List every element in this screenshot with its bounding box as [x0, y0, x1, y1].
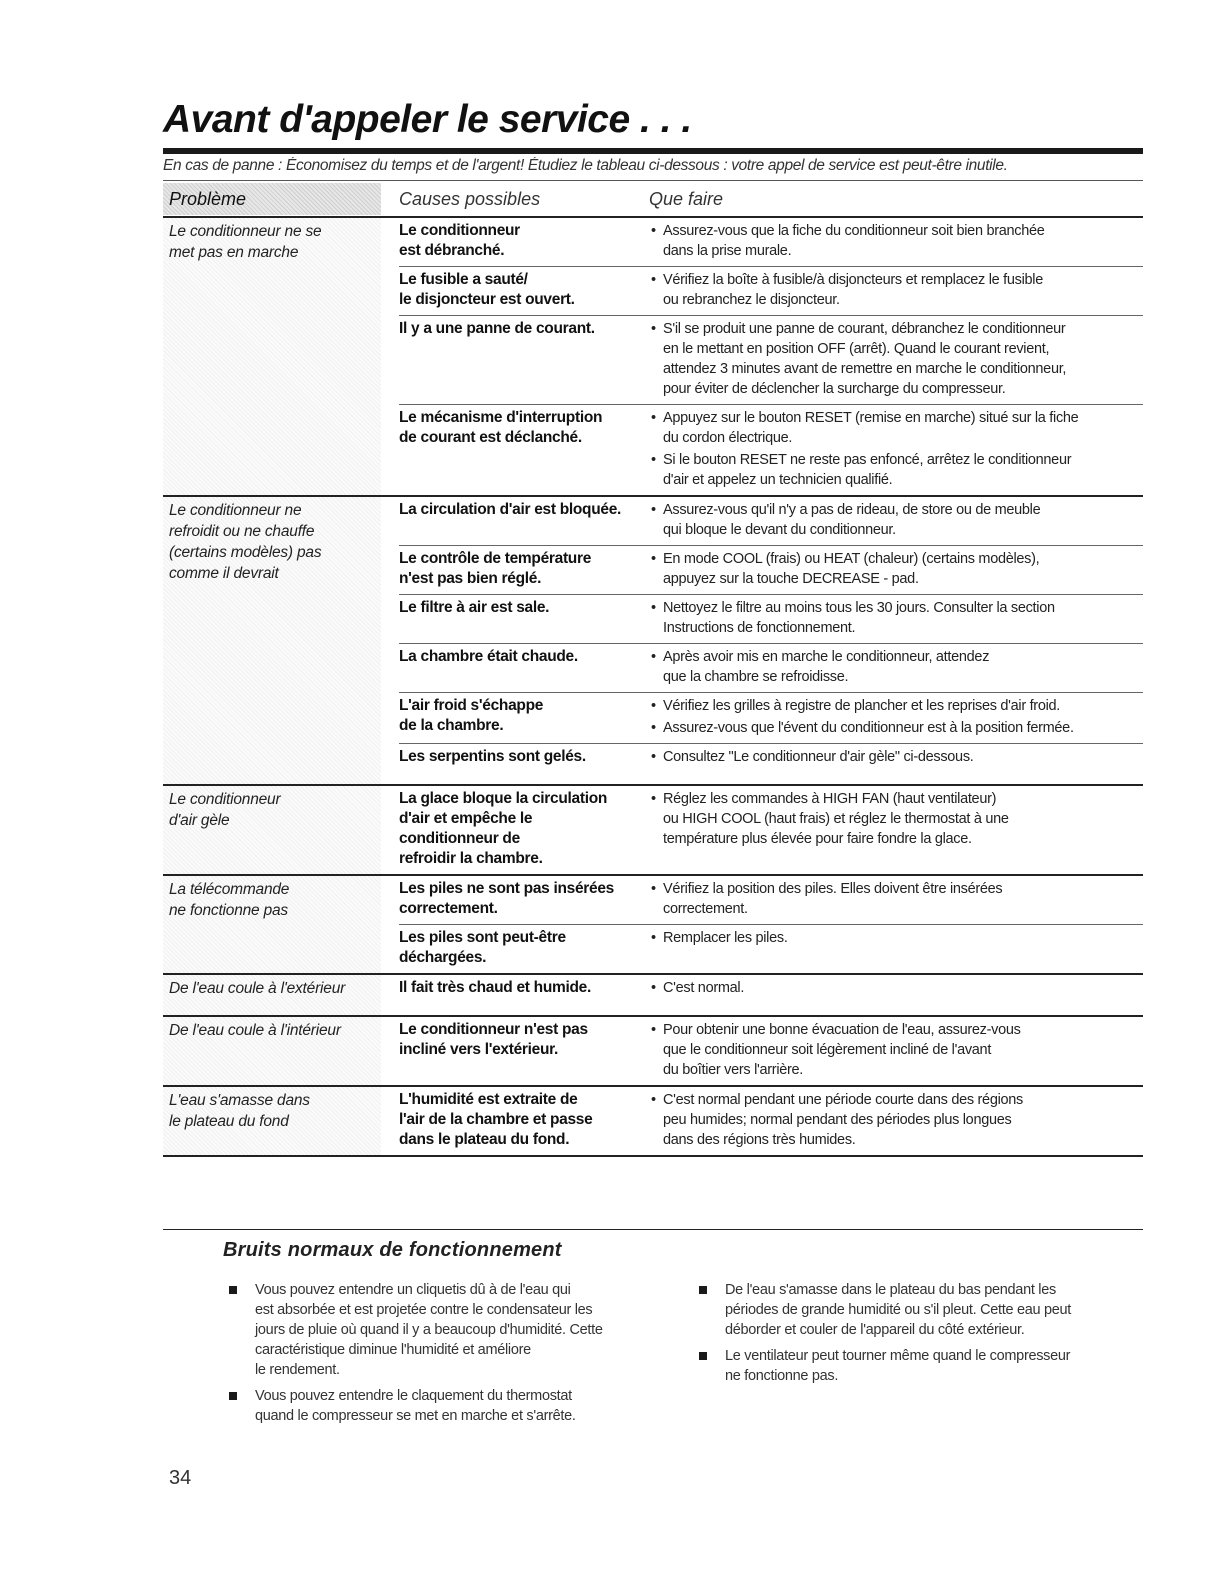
square-bullet-icon — [699, 1352, 707, 1360]
problem-cell — [163, 1017, 381, 1085]
cause-rows — [399, 1017, 1143, 1085]
table-row — [399, 644, 1143, 693]
noise-bullet — [699, 1280, 1119, 1340]
square-bullet-icon — [229, 1286, 237, 1294]
cause-text: Le filtre à air est sale. — [399, 599, 550, 616]
problem-group — [163, 786, 1143, 876]
header-problem: Problème — [163, 183, 381, 215]
problem-text: De l'eau coule à l'intérieur — [169, 1022, 341, 1039]
fix-list — [649, 789, 1143, 869]
noise-text: Vous pouvez entendre le claquement du thermostat quand le compresseur se met en marche et s'arrête. — [255, 1388, 576, 1424]
table-row — [399, 925, 1143, 973]
problem-text: Le conditionneur d'air gèle — [169, 791, 281, 829]
fix-list — [649, 1020, 1143, 1080]
cause-text: Les serpentins sont gelés. — [399, 748, 586, 765]
cause-text: La chambre était chaude. — [399, 648, 578, 665]
fix-item: • Si le bouton RESET ne reste pas enfoncé, arrêtez le conditionneur d'air et appelez un technicien qualifié. — [649, 450, 1143, 490]
fix-list — [649, 500, 1143, 540]
problem-cell — [163, 876, 381, 973]
cause-text: La glace bloque la circulation d'air et empêche le conditionneur de refroidir la chambre. — [399, 790, 608, 867]
page-subtitle: En cas de panne : Économisez du temps et de l'argent! Étudiez le tableau ci-dessous : votre appel de service est peut-être inutile. — [163, 157, 1008, 174]
cause-text: Les piles ne sont pas insérées correctement. — [399, 880, 614, 917]
cause-text: Les piles sont peut-être déchargées. — [399, 929, 566, 966]
cause-text: L'air froid s'échappe de la chambre. — [399, 697, 544, 734]
fix-item: • Nettoyez le filtre au moins tous les 30 jours. Consulter la section Instructions de fonctionnement. — [649, 598, 1143, 638]
fix-list — [649, 978, 1143, 1010]
table-row — [399, 876, 1143, 925]
noises-right-column — [699, 1280, 1119, 1392]
fix-item: • Assurez-vous qu'il n'y a pas de rideau, de store ou de meuble qui bloque le devant du conditionneur. — [649, 500, 1143, 540]
fix-list — [649, 747, 1143, 779]
problem-cell — [163, 497, 381, 784]
table-row — [399, 786, 1143, 874]
fix-item: • C'est normal pendant une période courte dans des régions peu humides; normal pendant des périodes plus longues dans des régions très humides. — [649, 1090, 1143, 1150]
fix-item: • Remplacer les piles. — [649, 928, 1143, 948]
fix-list — [649, 647, 1143, 687]
fix-list — [649, 598, 1143, 638]
cause-rows — [399, 975, 1143, 1015]
problem-cell — [163, 786, 381, 874]
problem-text: L'eau s'amasse dans le plateau du fond — [169, 1092, 310, 1130]
fix-item: • Vérifiez les grilles à registre de plancher et les reprises d'air froid. — [649, 696, 1143, 716]
problem-cell — [163, 1087, 381, 1155]
noise-bullet — [699, 1346, 1119, 1386]
fix-item: • S'il se produit une panne de courant, débranchez le conditionneur en le mettant en position OFF (arrêt). Quand le courant revient, attendez 3 minutes avant de remettre en marche le conditionneur, pour éviter de déclencher la surcharge du compresseur. — [649, 319, 1143, 399]
fix-item: • Consultez "Le conditionneur d'air gèle" ci-dessous. — [649, 747, 1143, 767]
table-row — [399, 595, 1143, 644]
table-row — [399, 497, 1143, 546]
problem-group — [163, 975, 1143, 1017]
fix-list — [649, 408, 1143, 490]
table-row — [399, 693, 1143, 744]
table-row — [399, 1087, 1143, 1155]
cause-text: Le conditionneur n'est pas incliné vers l'extérieur. — [399, 1021, 588, 1058]
page-number: 34 — [169, 1467, 192, 1489]
cause-rows — [399, 1087, 1143, 1155]
problem-text: De l'eau coule à l'extérieur — [169, 980, 346, 997]
cause-text: La circulation d'air est bloquée. — [399, 501, 622, 518]
header-fix: Que faire — [649, 189, 724, 209]
fix-item: • Après avoir mis en marche le conditionneur, attendez que la chambre se refroidisse. — [649, 647, 1143, 687]
fix-item: • C'est normal. — [649, 978, 1143, 998]
fix-list — [649, 1090, 1143, 1150]
subtitle-rule — [163, 180, 1143, 181]
fix-item: • Pour obtenir une bonne évacuation de l'eau, assurez-vous que le conditionneur soit légèrement incliné de l'avant du boîtier vers l'arrière. — [649, 1020, 1143, 1080]
cause-text: Le mécanisme d'interruption de courant est déclanché. — [399, 409, 603, 446]
cause-text: L'humidité est extraite de l'air de la chambre et passe dans le plateau du fond. — [399, 1091, 593, 1148]
fix-list — [649, 549, 1143, 589]
fix-list — [649, 270, 1143, 310]
problem-group — [163, 1087, 1143, 1157]
title-rule — [163, 148, 1143, 154]
square-bullet-icon — [229, 1392, 237, 1400]
table-row — [399, 316, 1143, 405]
table-row — [399, 218, 1143, 267]
table-row — [399, 405, 1143, 495]
cause-text: Le conditionneur est débranché. — [399, 222, 520, 259]
table-row — [399, 975, 1143, 1015]
cause-text: Le contrôle de température n'est pas bien réglé. — [399, 550, 592, 587]
cause-rows — [399, 218, 1143, 495]
square-bullet-icon — [699, 1286, 707, 1294]
problem-cell — [163, 218, 381, 495]
fix-list — [649, 319, 1143, 399]
fix-item: • Vérifiez la position des piles. Elles doivent être insérées correctement. — [649, 879, 1143, 919]
table-row — [399, 1017, 1143, 1085]
noise-text: De l'eau s'amasse dans le plateau du bas pendant les périodes de grande humidité ou s'il pleut. Cette eau peut déborder et couler de l'appareil du côté extérieur. — [725, 1282, 1071, 1338]
fix-list — [649, 928, 1143, 968]
problem-group — [163, 876, 1143, 975]
page-title: Avant d'appeler le service . . . — [163, 98, 692, 141]
fix-list — [649, 696, 1143, 738]
fix-item: • Assurez-vous que l'évent du conditionneur est à la position fermée. — [649, 718, 1143, 738]
problem-text: La télécommande ne fonctionne pas — [169, 881, 290, 919]
fix-list — [649, 221, 1143, 261]
noise-bullet — [229, 1280, 649, 1380]
cause-rows — [399, 786, 1143, 874]
fix-list — [649, 879, 1143, 919]
noises-title: Bruits normaux de fonctionnement — [223, 1239, 562, 1261]
fix-item: • Vérifiez la boîte à fusible/à disjoncteurs et remplacez le fusible ou rebranchez le disjoncteur. — [649, 270, 1143, 310]
fix-item: • Assurez-vous que la fiche du conditionneur soit bien branchée dans la prise murale. — [649, 221, 1143, 261]
fix-item: • Appuyez sur le bouton RESET (remise en marche) situé sur la fiche du cordon électrique. — [649, 408, 1143, 448]
noise-text: Le ventilateur peut tourner même quand le compresseur ne fonctionne pas. — [725, 1348, 1071, 1384]
problem-group — [163, 218, 1143, 497]
cause-rows — [399, 876, 1143, 973]
table-row — [399, 744, 1143, 784]
problem-text: Le conditionneur ne refroidit ou ne chauffe (certains modèles) pas comme il devrait — [169, 502, 322, 582]
noises-left-column — [229, 1280, 649, 1432]
header-causes: Causes possibles — [399, 189, 541, 209]
troubleshooting-table — [163, 218, 1143, 1157]
fix-item: • Réglez les commandes à HIGH FAN (haut ventilateur) ou HIGH COOL (haut frais) et réglez le thermostat à une température plus élevée pour faire fondre la glace. — [649, 789, 1143, 849]
section-rule — [163, 1229, 1143, 1230]
table-row — [399, 546, 1143, 595]
fix-item: • En mode COOL (frais) ou HEAT (chaleur) (certains modèles), appuyez sur la touche DECREASE - pad. — [649, 549, 1143, 589]
table-row — [399, 267, 1143, 316]
cause-text: Il y a une panne de courant. — [399, 320, 595, 337]
cause-rows — [399, 497, 1143, 784]
cause-text: Le fusible a sauté/ le disjoncteur est ouvert. — [399, 271, 575, 308]
problem-text: Le conditionneur ne se met pas en marche — [169, 223, 322, 261]
noise-bullet — [229, 1386, 649, 1426]
cause-text: Il fait très chaud et humide. — [399, 979, 591, 996]
problem-group — [163, 497, 1143, 786]
problem-group — [163, 1017, 1143, 1087]
noise-text: Vous pouvez entendre un cliquetis dû à de l'eau qui est absorbée et est projetée contre le condensateur les jours de pluie où quand il y a beaucoup d'humidité. Cette caractéristique diminue l'humidité et améliore le rendement. — [255, 1282, 603, 1378]
problem-cell — [163, 975, 381, 1015]
